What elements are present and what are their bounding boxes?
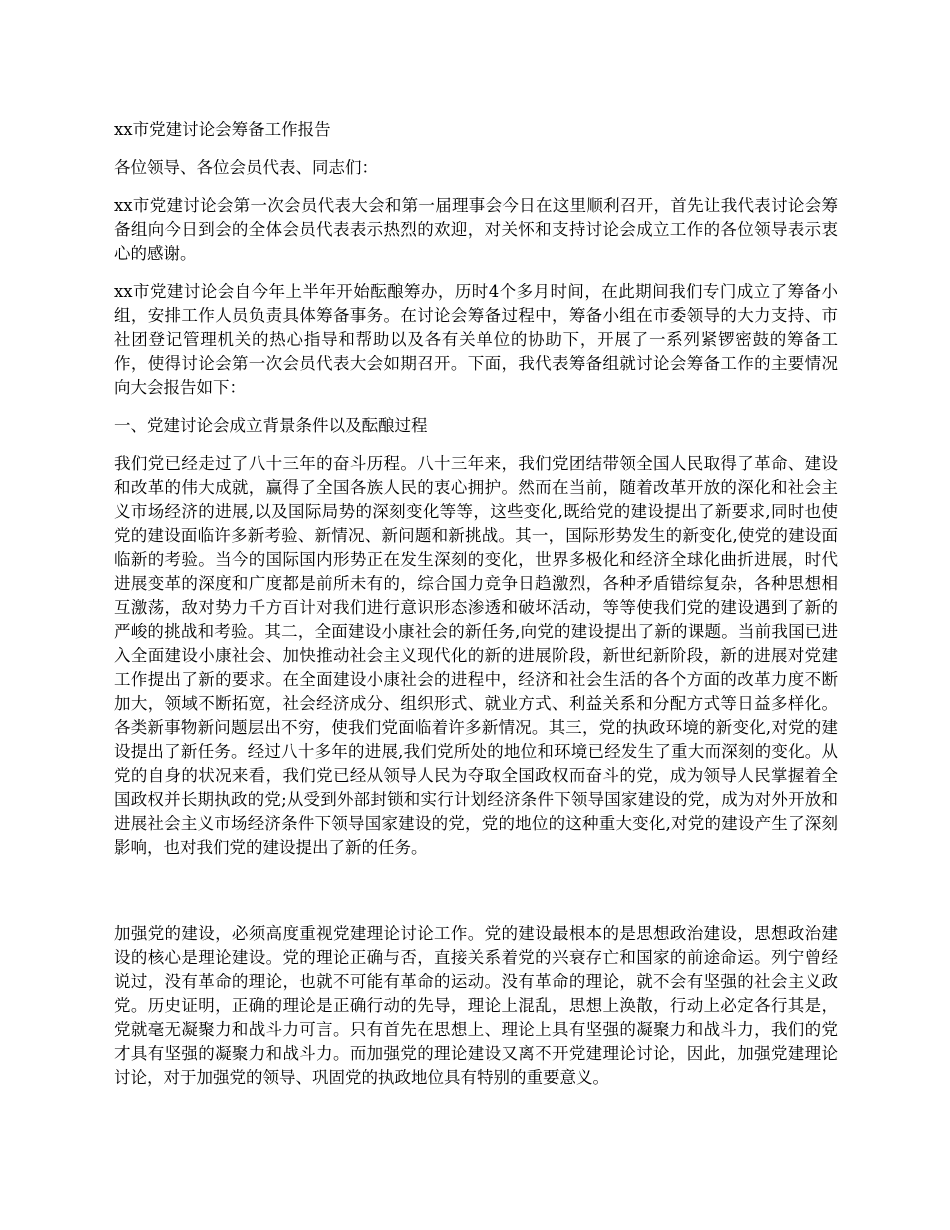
document-page bbox=[114, 118, 838, 1090]
paragraph-preparation: xx市党建讨论会自今年上半年开始酝酿筹办，历时4个多月时间，在此期间我们专门成立了筹备小组，安排工作人员负责具体筹备事务。在讨论会筹备过程中，筹备小组在市委领导的大力支持、市社团登记管理机关的热心指导和帮助以及各有关单位的协助下，开展了一系列紧锣密鼓的筹备工作，使得讨论会第一次会员代表大会如期召开。下面，我代表筹备组就讨论会筹备工作的主要情况向大会报告如下： bbox=[114, 282, 838, 397]
paragraph-background: 我们党已经走过了八十三年的奋斗历程。八十三年来，我们党团结带领全国人民取得了革命、建设和改革的伟大成就，赢得了全国各族人民的衷心拥护。然而在当前，随着改革开放的深化和社会主义市场经济的进展,以及国际局势的深刻变化等等，这些变化,既给党的建设提出了新要求,同时也使党的建设面临许多新考验、新情况、新问题和新挑战。其一，国际形势发生的新变化,使党的建设面临新的考验。当今的国际国内形势正在发生深刻的变化，世界多极化和经济全球化曲折进展，时代进展变革的深度和广度都是前所未有的，综合国力竞争日趋激烈，各种矛盾错综复杂，各种思想相互激荡，敌对势力千方百计对我们进行意识形态渗透和破坏活动，等等使我们党的建设遇到了新的严峻的挑战和考验。其二，全面建设小康社会的新任务,向党的建设提出了新的课题。当前我国已进入全面建设小康社会、加快推动社会主义现代化的新的进展阶段，新世纪新阶段，新的进展对党建工作提出了新的要求。在全面建设小康社会的进程中，经济和社会生活的各个方面的改革力度不断加大，领域不断拓宽，社会经济成分、组织形式、就业方式、利益关系和分配方式等日益多样化。各类新事物新问题层出不穷，使我们党面临着许多新情况。其三，党的执政环境的新变化,对党的建设提出了新任务。经过八十多年的进展,我们党所处的地位和环境已经发生了重大而深刻的变化。从党的自身的状况来看，我们党已经从领导人民为夺取全国政权而奋斗的党，成为领导人民掌握着全国政权并长期执政的党;从受到外部封锁和实行计划经济条件下领导国家建设的党，成为对外开放和进展社会主义市场经济条件下领导国家建设的党，党的地位的这种重大变化,对党的建设产生了深刻影响，也对我们党的建设提出了新的任务。 bbox=[114, 454, 838, 857]
paragraph-theory: 加强党的建设，必须高度重视党建理论讨论工作。党的建设最根本的是思想政治建设，思想政治建设的核心是理论建设。党的理论正确与否，直接关系着党的兴衰存亡和国家的前途命运。列宁曾经说过，没有革命的理论，也就不可能有革命的运动。没有革命的理论，就不会有坚强的社会主义政党。历史证明，正确的理论是正确行动的先导，理论上混乱，思想上涣散，行动上必定各行其是，党就毫无凝聚力和战斗力可言。只有首先在思想上、理论上具有坚强的凝聚力和战斗力，我们的党才具有坚强的凝聚力和战斗力。而加强党的理论建设又离不开党建理论讨论，因此，加强党建理论讨论，对于加强党的领导、巩固党的执政地位具有特别的重要意义。 bbox=[114, 924, 838, 1087]
salutation: 各位领导、各位会员代表、同志们： bbox=[114, 158, 378, 177]
document-title: xx市党建讨论会筹备工作报告 bbox=[114, 120, 331, 139]
section-heading: 一、党建讨论会成立背景条件以及酝酿过程 bbox=[114, 416, 428, 435]
paragraph-opening: xx市党建讨论会第一次会员代表大会和第一届理事会今日在这里顺利召开，首先让我代表讨论会筹备组向今日到会的全体会员代表表示热烈的欢迎，对关怀和支持讨论会成立工作的各位领导表示衷心的感谢。 bbox=[114, 196, 838, 263]
